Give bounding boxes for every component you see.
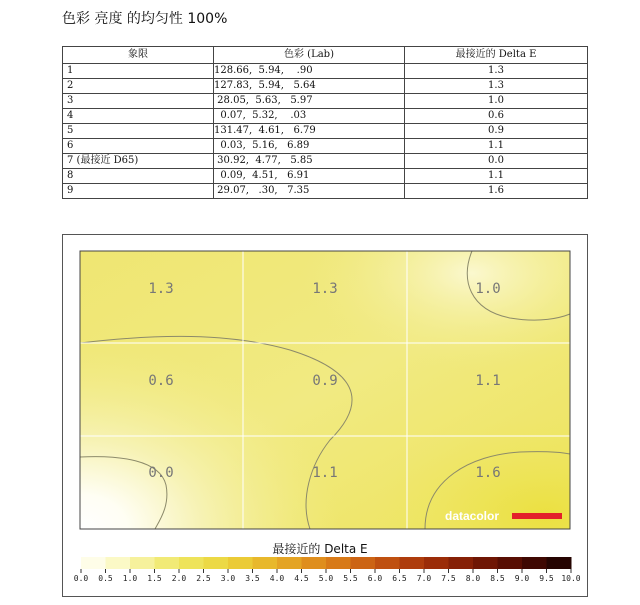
- legend-tick-label: 10.0: [561, 574, 581, 583]
- quadrant-cell: 8: [63, 169, 214, 184]
- legend-swatch: [302, 557, 327, 569]
- quadrant-cell: 6: [63, 139, 214, 154]
- legend-tick-label: 6.5: [392, 574, 407, 583]
- legend-swatch: [400, 557, 425, 569]
- legend-swatch: [130, 557, 155, 569]
- delta-e-cell: 1.3: [405, 79, 588, 94]
- legend-tick-label: 4.0: [269, 574, 285, 583]
- quadrant-cell: 2: [63, 79, 214, 94]
- legend-tick-label: 8.0: [465, 574, 481, 583]
- lab-cell: 128.66, 5.94, .90: [214, 64, 405, 79]
- legend-tick-label: 1.5: [147, 574, 162, 583]
- legend-tick-label: 6.0: [367, 574, 383, 583]
- legend-tick-label: 0.5: [98, 574, 113, 583]
- lab-cell: 0.03, 5.16, 6.89: [214, 139, 405, 154]
- col-header-quadrant: 象限: [63, 47, 214, 64]
- cell-value-4: 0.6: [148, 373, 174, 389]
- cell-value-3: 1.0: [475, 281, 501, 297]
- legend-swatch: [106, 557, 131, 569]
- legend-tick-label: 5.5: [343, 574, 358, 583]
- legend-tick-label: 7.5: [441, 574, 456, 583]
- legend-title: 最接近的 Delta E: [272, 542, 368, 556]
- legend-swatch: [375, 557, 400, 569]
- cell-value-8: 1.1: [312, 465, 338, 481]
- quadrant-cell: 1: [63, 64, 214, 79]
- lab-cell: 0.07, 5.32, .03: [214, 109, 405, 124]
- delta-e-cell: 1.1: [405, 139, 588, 154]
- cell-value-7: 0.0: [148, 465, 174, 481]
- quadrant-cell: 3: [63, 94, 214, 109]
- cell-value-6: 1.1: [475, 373, 501, 389]
- legend-tick-label: 3.5: [245, 574, 260, 583]
- legend-tick-label: 5.0: [318, 574, 334, 583]
- legend-swatch: [424, 557, 449, 569]
- quadrant-cell: 7 (最接近 D65): [63, 154, 214, 169]
- cell-value-1: 1.3: [148, 281, 174, 297]
- quadrant-cell: 9: [63, 184, 214, 199]
- cell-value-2: 1.3: [312, 281, 338, 297]
- legend-swatch: [277, 557, 302, 569]
- legend-tick-label: 7.0: [416, 574, 432, 583]
- legend-swatch: [498, 557, 523, 569]
- page-title: 色彩 亮度 的均匀性 100%: [62, 11, 228, 27]
- legend-tick-label: 3.0: [220, 574, 236, 583]
- legend-swatch: [228, 557, 253, 569]
- quadrant-cell: 5: [63, 124, 214, 139]
- legend-tick-label: 1.0: [122, 574, 138, 583]
- legend-swatch: [179, 557, 204, 569]
- legend-swatch: [522, 557, 547, 569]
- legend-swatch: [449, 557, 474, 569]
- legend-swatch: [326, 557, 351, 569]
- delta-e-cell: 1.6: [405, 184, 588, 199]
- legend-swatch: [81, 557, 106, 569]
- legend-tick-label: 8.5: [490, 574, 505, 583]
- cell-value-5: 0.9: [312, 373, 338, 389]
- delta-e-cell: 0.0: [405, 154, 588, 169]
- col-header-delta-e: 最接近的 Delta E: [405, 47, 588, 64]
- lab-cell: 28.05, 5.63, 5.97: [214, 94, 405, 109]
- legend-tick-label: 2.0: [171, 574, 187, 583]
- cell-value-9: 1.6: [475, 465, 501, 481]
- col-header-lab: 色彩 (Lab): [214, 47, 405, 64]
- delta-e-cell: 0.6: [405, 109, 588, 124]
- quadrant-cell: 4: [63, 109, 214, 124]
- delta-e-legend: [74, 557, 581, 583]
- lab-cell: 127.83, 5.94, 5.64: [214, 79, 405, 94]
- legend-swatch: [204, 557, 229, 569]
- delta-e-cell: 1.0: [405, 94, 588, 109]
- datacolor-logo: datacolor: [445, 509, 500, 523]
- legend-tick-label: 4.5: [294, 574, 309, 583]
- legend-tick-label: 9.5: [539, 574, 554, 583]
- delta-e-cell: 1.1: [405, 169, 588, 184]
- legend-tick-label: 9.0: [514, 574, 530, 583]
- legend-swatch: [351, 557, 376, 569]
- lab-cell: 131.47, 4.61, 6.79: [214, 124, 405, 139]
- legend-swatch: [473, 557, 498, 569]
- lab-cell: 29.07, .30, 7.35: [214, 184, 405, 199]
- delta-e-cell: 0.9: [405, 124, 588, 139]
- legend-swatch: [547, 557, 572, 569]
- lab-cell: 0.09, 4.51, 6.91: [214, 169, 405, 184]
- datacolor-logo-bar: [512, 513, 562, 519]
- legend-swatch: [155, 557, 180, 569]
- legend-tick-label: 2.5: [196, 574, 211, 583]
- legend-tick-label: 0.0: [73, 574, 89, 583]
- delta-e-cell: 1.3: [405, 64, 588, 79]
- lab-cell: 30.92, 4.77, 5.85: [214, 154, 405, 169]
- legend-swatch: [253, 557, 278, 569]
